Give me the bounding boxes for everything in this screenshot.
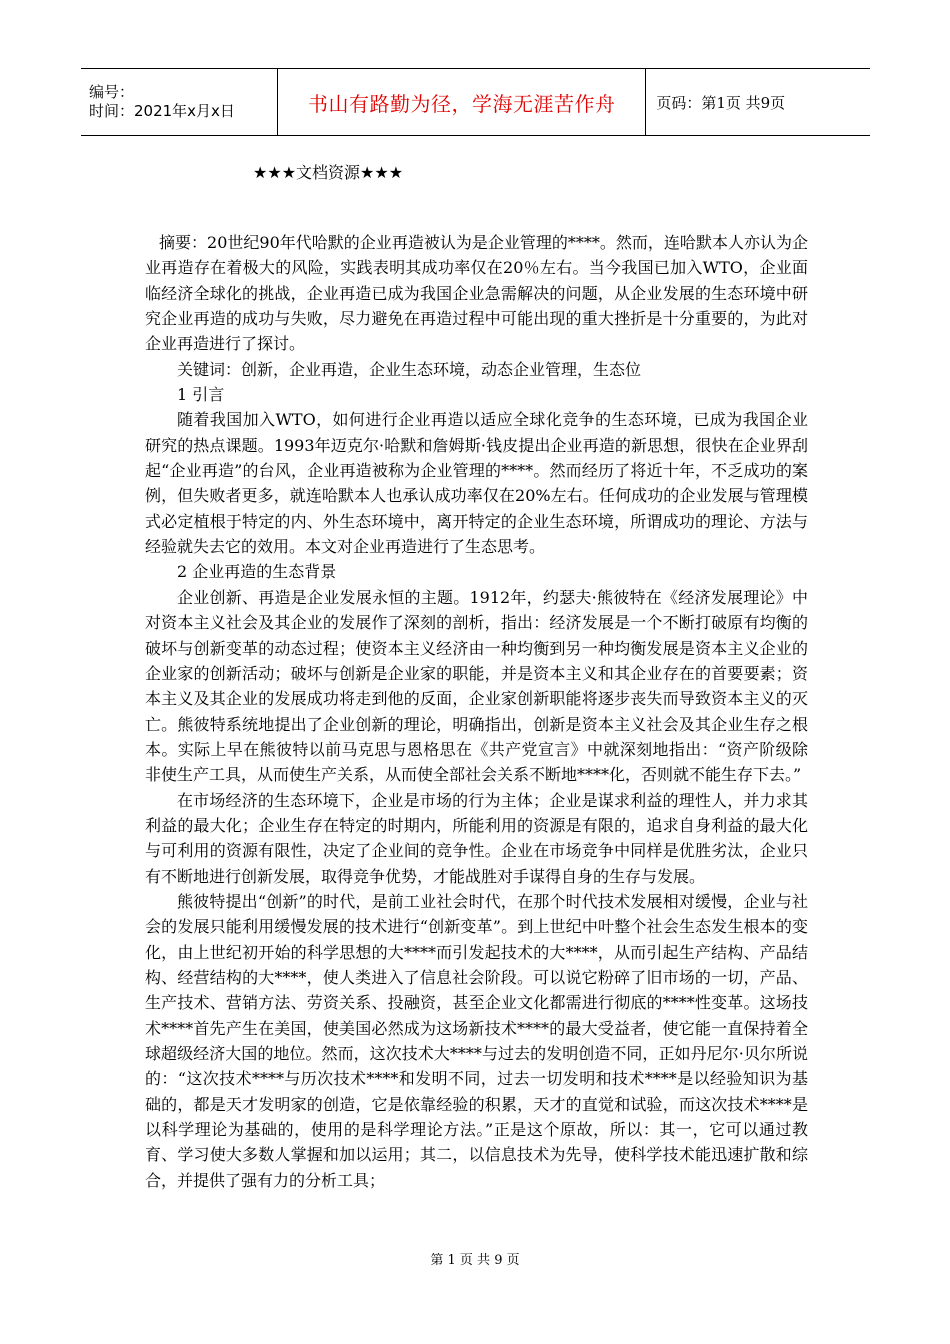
header-info-cell (81, 69, 278, 136)
header-motto: 书山有路勤为径，学海无涯苦作舟 (308, 91, 616, 116)
keywords-paragraph: 关键词：创新，企业再造，企业生态环境，动态企业管理，生态位 (177, 359, 642, 379)
section-2-paragraph-2: 在市场经济的生态环境下，企业是市场的行为主体；企业是谋求利益的理性人，并力求其利益的最大化；企业生存在特定的时期内，所能利用的资源是有限的，追求自身利益的最大化与可利用的资源有限性，决定了企业间的竞争性。企业在市场竞争中同样是优胜劣汰，企业只有不断地进行创新发展，取得竞争优势，才能战胜对手谋得自身的生存与发展。 (145, 790, 808, 886)
section-2-heading: 2 企业再造的生态背景 (177, 562, 337, 582)
document-header (81, 68, 870, 136)
header-motto-cell (278, 69, 646, 136)
section-2-paragraph-1: 企业创新、再造是企业发展永恒的主题。1912年，约瑟夫·熊彼特在《经济发展理论》中对资本主义社会及其企业的发展作了深刻的剖析，指出：经济发展是一个不断打破原有均衡的破坏与创新变革的动态过程；使资本主义经济由一种均衡到另一种均衡发展是资本主义企业的企业家的创新活动；破坏与创新是企业家的职能，并是资本主义和其企业存在的首要要素；资本主义及其企业的发展成功将走到他的反面，企业家创新职能将逐步丧失而导致资本主义的灭亡。熊彼特系统地提出了企业创新的理论，明确指出，创新是资本主义社会及其企业生存之根本。实际上早在熊彼特以前马克思与恩格思在《共产党宣言》中就深刻地指出：“资产阶级除非使生产工具，从而使生产关系，从而使全部社会关系不断地****化，否则就不能生存下去。” (145, 587, 808, 785)
section-2-paragraph-3: 熊彼特提出“创新”的时代，是前工业社会时代，在那个时代技术发展相对缓慢，企业与社会的发展只能利用缓慢发展的技术进行“创新变革”。到上世纪中叶整个社会生态发生根本的变化，由上世纪初开始的科学思想的大****而引发起技术的大****，从而引起生产结构、产品结构、经营结构的大****，使人类进入了信息社会阶段。可以说它粉碎了旧市场的一切，产品、生产技术、营销方法、劳资关系、投融资，甚至企业文化都需进行彻底的****性变革。这场技术****首先产生在美国，使美国必然成为这场新技术****的最大受益者，使它能一直保持着全球超级经济大国的地位。然而，这次技术大****与过去的发明创造不同，正如丹尼尔·贝尔所说的：“这次技术****与历次技术****和发明不同，过去一切发明和技术****是以经验知识为基础的，都是天才发明家的创造，它是依靠经验的积累，天才的直觉和试验，而这次技术****是以科学理论为基础的，使用的是科学理论方法。”正是这个原故，所以：其一，它可以通过教育、学习使大多数人掌握和加以运用；其二，以信息技术为先导，使科学技术能迅速扩散和综合，并提供了强有力的分析工具； (145, 891, 808, 1190)
section-1-heading: 1 引言 (177, 385, 225, 405)
section-1-paragraph-1: 随着我国加入WTO，如何进行企业再造以适应全球化竞争的生态环境，已成为我国企业研究的热点课题。1993年迈克尔·哈默和詹姆斯·钱皮提出企业再造的新思想，很快在企业界刮起“企业再造”的台风，企业再造被称为企业管理的****。然而经历了将近十年，不乏成功的案例，但失败者更多，就连哈默本人也承认成功率仅在20%左右。任何成功的企业发展与管理模式必定植根于特定的内、外生态环境中，离开特定的企业生态环境，所谓成功的理论、方法与经验就失去它的效用。本文对企业再造进行了生态思考。 (145, 410, 808, 557)
resource-title: ★★★文档资源★★★ (253, 163, 404, 182)
abstract-paragraph: 摘要：20世纪90年代哈默的企业再造被认为是企业管理的****。然而，连哈默本人亦认为企业再造存在着极大的风险，实践表明其成功率仅在20％左右。当今我国已加入WTO，企业面临经济全球化的挑战，企业再造已成为我国企业急需解决的问题，从企业发展的生态环境中研究企业再造的成功与失败，尽力避免在再造过程中可能出现的重大挫折是十分重要的，为此对企业再造进行了探讨。 (145, 233, 808, 354)
document-time-label: 时间：2021年x月x日 (89, 102, 235, 120)
document-number-label: 编号： (89, 83, 135, 101)
document-body (145, 230, 808, 1193)
header-page-cell (646, 69, 870, 136)
page-footer: 第 1 页 共 9 页 (430, 1253, 520, 1268)
header-page-info: 页码：第1页 共9页 (656, 93, 786, 112)
